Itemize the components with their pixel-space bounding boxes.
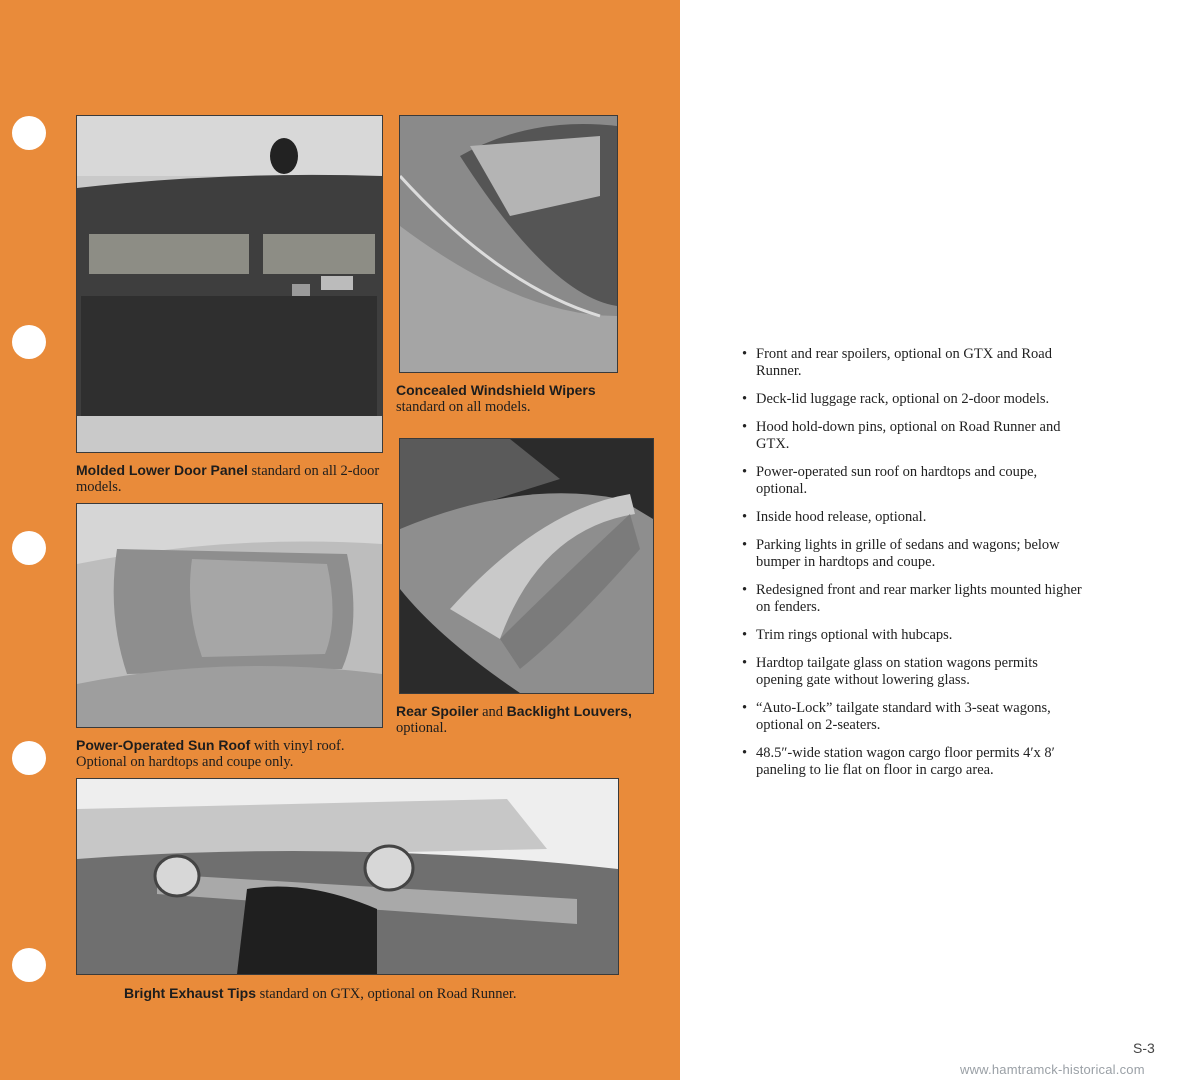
- wipers-caption-bold: Concealed Windshield Wipers: [396, 382, 596, 398]
- wipers-caption: [396, 382, 636, 415]
- binder-hole-3: [12, 531, 46, 565]
- spoiler-caption-text: optional.: [396, 720, 448, 736]
- spoiler-caption-mid: and: [478, 704, 507, 720]
- door-panel-caption: [76, 462, 382, 495]
- spoiler-caption-bold-2: Backlight Louvers,: [506, 703, 632, 719]
- exhaust-caption: [124, 985, 604, 1002]
- spoiler-caption: [396, 703, 666, 736]
- feature-item: • Deck-lid luggage rack, optional on 2-door models.: [742, 391, 1087, 408]
- spoiler-photo: [399, 438, 654, 694]
- door-panel-caption-bold: Molded Lower Door Panel: [76, 462, 248, 478]
- exhaust-tips-photo: [76, 778, 619, 975]
- feature-item: • Redesigned front and rear marker lights mounted higher on fenders.: [742, 582, 1087, 616]
- feature-item: • Parking lights in grille of sedans and wagons; below bumper in hardtops and coupe.: [742, 537, 1087, 571]
- feature-item: • Front and rear spoilers, optional on GTX and Road Runner.: [742, 346, 1087, 380]
- sun-roof-caption: [76, 737, 386, 770]
- sun-roof-photo: [76, 503, 383, 728]
- binder-hole-4: [12, 741, 46, 775]
- door-panel-photo: [76, 115, 383, 453]
- feature-item: • “Auto-Lock” tailgate standard with 3-seat wagons, optional on 2-seaters.: [742, 700, 1087, 734]
- feature-item: • Hood hold-down pins, optional on Road Runner and GTX.: [742, 419, 1087, 453]
- page-number: S-3: [1133, 1040, 1155, 1056]
- binder-hole-5: [12, 948, 46, 982]
- feature-item: • Hardtop tailgate glass on station wagons permits opening gate without lowering glass.: [742, 655, 1087, 689]
- windshield-photo: [399, 115, 618, 373]
- feature-item: • 48.5″-wide station wagon cargo floor permits 4′x 8′ paneling to lie flat on floor in cargo area.: [742, 745, 1087, 779]
- exhaust-caption-text: standard on GTX, optional on Road Runner.: [255, 986, 517, 1002]
- wipers-caption-text: standard on all models.: [396, 399, 531, 415]
- door-panel-caption-text: standard on all 2-door models.: [76, 463, 380, 495]
- sun-roof-caption-bold: Power-Operated Sun Roof: [76, 737, 251, 753]
- binder-hole-1: [12, 116, 46, 150]
- feature-item: • Trim rings optional with hubcaps.: [742, 627, 1087, 644]
- binder-hole-2: [12, 325, 46, 359]
- watermark: www.hamtramck-historical.com: [960, 1062, 1145, 1077]
- feature-list: [742, 346, 1087, 790]
- feature-item: • Power-operated sun roof on hardtops and coupe, optional.: [742, 464, 1087, 498]
- feature-item: • Inside hood release, optional.: [742, 509, 1087, 526]
- exhaust-caption-bold: Bright Exhaust Tips: [124, 985, 256, 1001]
- sun-roof-caption-text: with vinyl roof. Optional on hardtops and coupe only.: [76, 738, 345, 770]
- spoiler-caption-bold-1: Rear Spoiler: [396, 703, 479, 719]
